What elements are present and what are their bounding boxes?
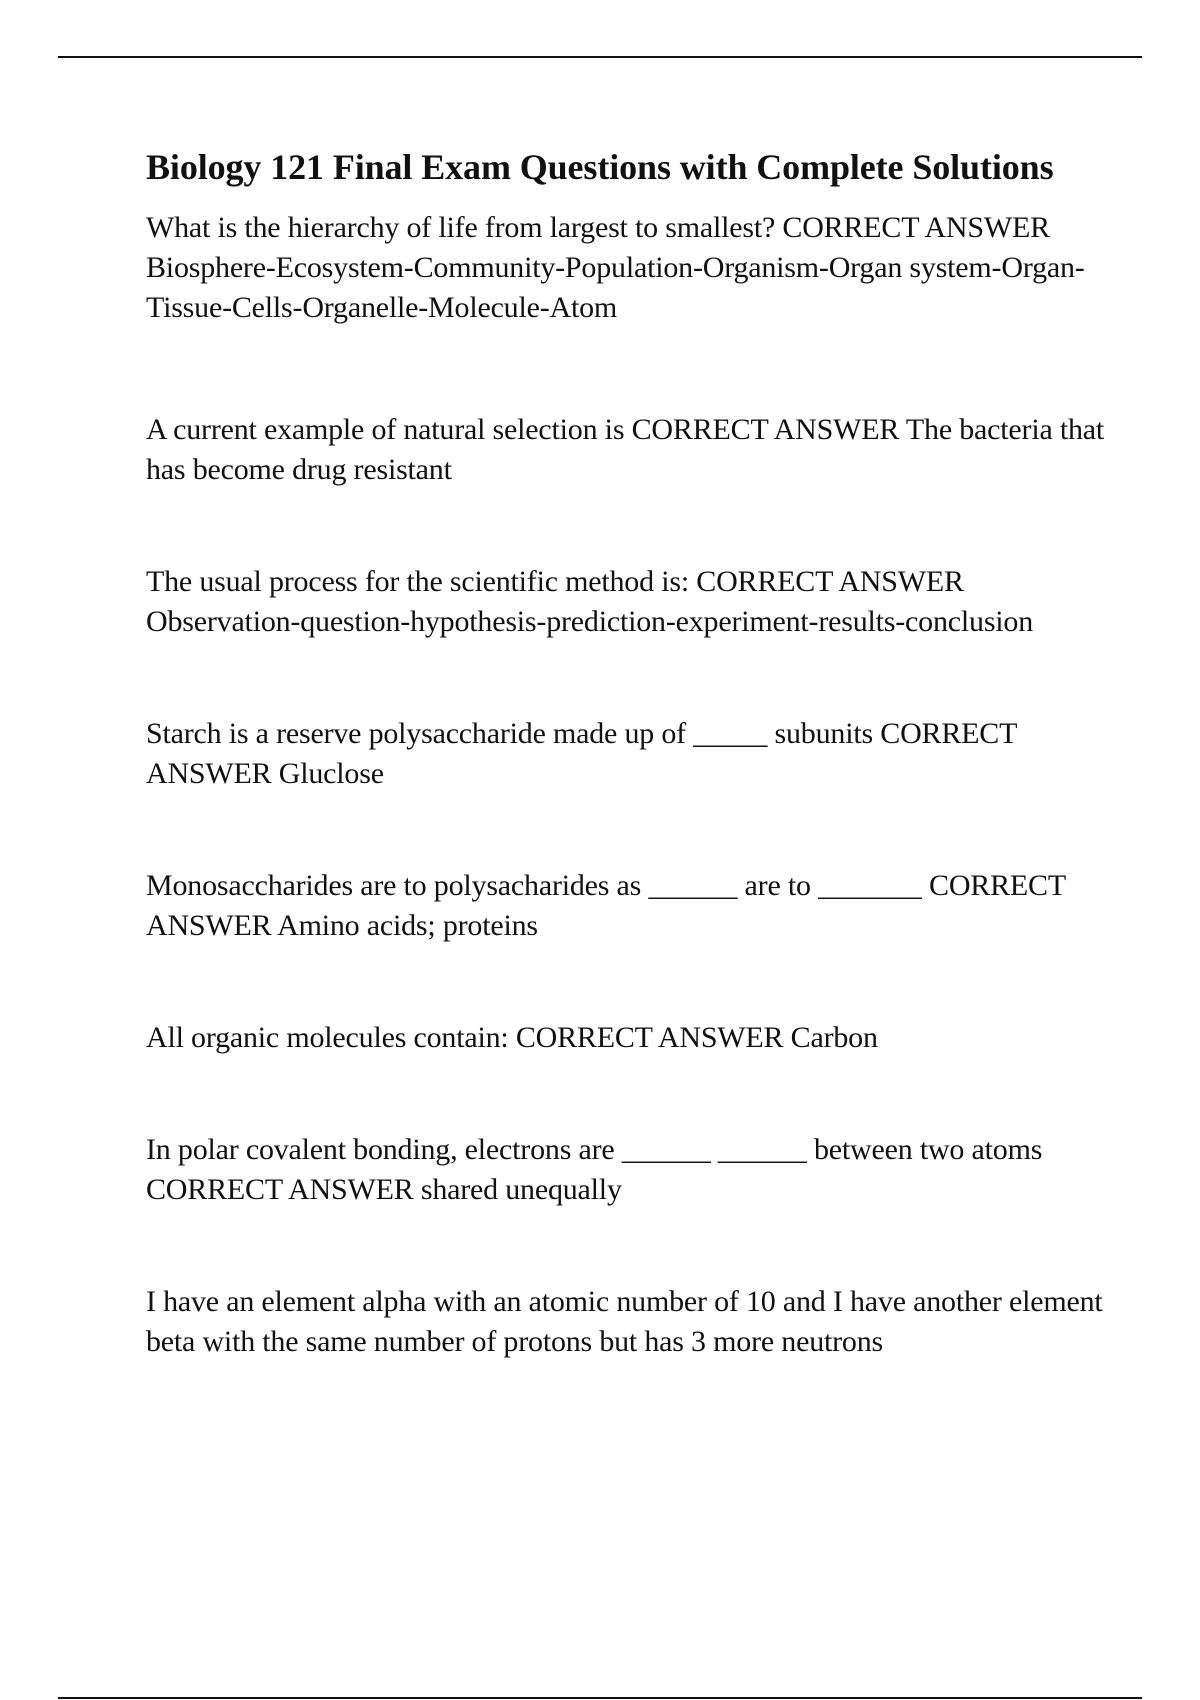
qa-item [146, 410, 1106, 490]
header-rule [58, 56, 1142, 58]
question-text: A current example of natural selection is [146, 413, 625, 446]
question-text: What is the hierarchy of life from largest to smallest? [146, 211, 776, 244]
answer-text: Observation-question-hypothesis-prediction-experiment-results-conclusion [146, 605, 1034, 638]
answer-text: Gluclose [278, 757, 384, 790]
question-text: Monosaccharides are to polysacharides as ______ are to _______ [146, 869, 922, 902]
answer-marker: CORRECT ANSWER [515, 1021, 784, 1054]
question-text: The usual process for the scientific method is: [146, 565, 689, 598]
answer-marker: CORRECT ANSWER [146, 717, 1017, 790]
answer-marker: CORRECT ANSWER [146, 1173, 414, 1206]
answer-text: Carbon [790, 1021, 878, 1054]
qa-item [146, 714, 1106, 794]
qa-item [146, 1018, 1106, 1058]
qa-item [146, 866, 1106, 946]
document-title: Biology 121 Final Exam Questions with Complete Solutions [146, 147, 1054, 187]
answer-marker: CORRECT ANSWER [782, 211, 1050, 244]
footer-rule [58, 1697, 1142, 1699]
answer-text: Amino acids; proteins [277, 909, 538, 942]
question-text: In polar covalent bonding, electrons are ______ ______ between two atoms [146, 1133, 1043, 1166]
answer-marker: CORRECT ANSWER [146, 869, 1066, 942]
answer-text: shared unequally [420, 1173, 622, 1206]
answer-marker: CORRECT ANSWER [631, 413, 900, 446]
question-text: I have an element alpha with an atomic number of 10 and I have another element beta with the same number of protons but has 3 more neutrons [146, 1285, 1103, 1358]
question-text: All organic molecules contain: [146, 1021, 509, 1054]
answer-text: Biosphere-Ecosystem-Community-Population-Organism-Organ system-Organ-Tissue-Cells-Organelle-Molecule-Atom [146, 251, 1085, 324]
document-body [146, 142, 1106, 1362]
qa-item [146, 562, 1106, 642]
question-text: Starch is a reserve polysaccharide made up of _____ subunits [146, 717, 873, 750]
qa-item [146, 1282, 1106, 1362]
qa-item [146, 208, 1106, 328]
answer-text: The bacteria that has become drug resistant [146, 413, 1105, 486]
qa-item [146, 1130, 1106, 1210]
answer-marker: CORRECT ANSWER [696, 565, 964, 598]
